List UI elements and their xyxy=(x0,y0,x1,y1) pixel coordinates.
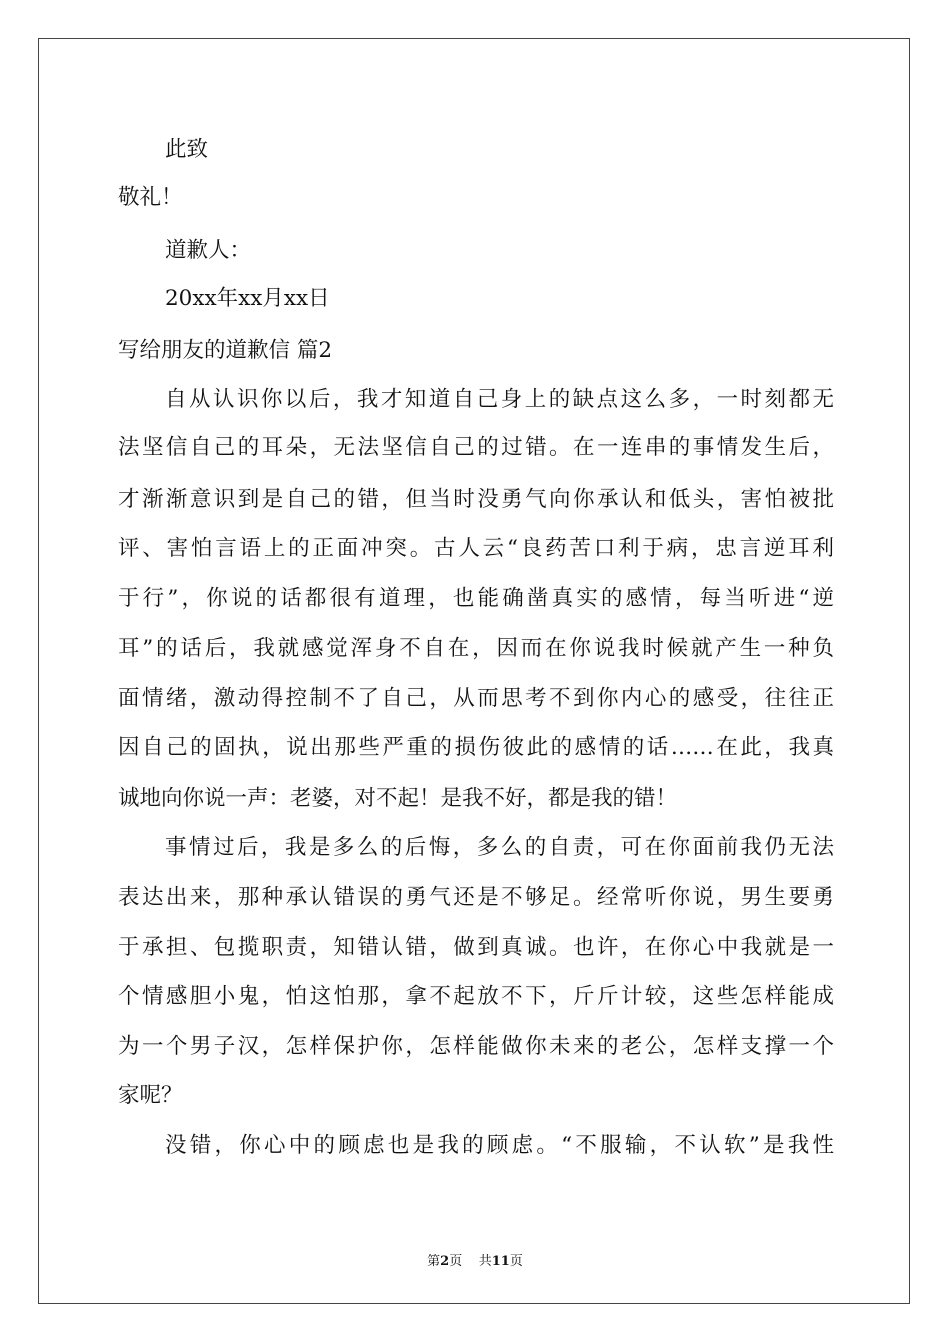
footer-mid: 页 共 xyxy=(449,1254,492,1269)
paragraph-line: 自从认识你以后，我才知道自己身上的缺点这么多，一时刻都无 xyxy=(165,387,834,412)
paragraph-line: 法坚信自己的耳朵，无法坚信自己的过错。在一连串的事情发生后， xyxy=(118,435,834,460)
paragraph-line: 家呢？ xyxy=(118,1083,183,1108)
footer-suffix: 页 xyxy=(509,1254,523,1269)
letter-date: 20xx年xx月xx日 xyxy=(165,286,330,311)
paragraph-line: 表达出来，那种承认错误的勇气还是不够足。经常听你说，男生要勇 xyxy=(118,885,834,910)
paragraph-line: 因自己的固执，说出那些严重的损伤彼此的感情的话……在此，我真 xyxy=(118,735,834,760)
paragraph-line: 于行”，你说的话都很有道理，也能确凿真实的感情，每当听进“逆 xyxy=(118,586,834,611)
closing-salutation: 此致 xyxy=(165,137,209,162)
paragraph-line: 耳”的话后，我就感觉浑身不自在，因而在你说我时候就产生一种负 xyxy=(118,636,834,661)
paragraph-line: 才渐渐意识到是自己的错，但当时没勇气向你承认和低头，害怕被批 xyxy=(118,487,834,512)
section-title: 写给朋友的道歉信 篇2 xyxy=(118,338,333,363)
signer-label: 道歉人： xyxy=(165,238,252,263)
closing-regards: 敬礼！ xyxy=(118,185,183,210)
paragraph-line: 面情绪，激动得控制不了自己，从而思考不到你内心的感受，往往正 xyxy=(118,686,834,711)
footer-prefix: 第 xyxy=(427,1254,441,1269)
paragraph-line: 事情过后，我是多么的后悔，多么的自责，可在你面前我仍无法 xyxy=(165,835,834,860)
paragraph-line: 评、害怕言语上的正面冲突。古人云“良药苦口利于病，忠言逆耳利 xyxy=(118,536,834,561)
footer-current-page: 2 xyxy=(440,1254,450,1269)
footer-total-pages: 11 xyxy=(491,1254,510,1269)
paragraph-line: 没错，你心中的顾虑也是我的顾虑。“不服输，不认软”是我性 xyxy=(165,1133,834,1158)
page-border xyxy=(38,38,910,1304)
paragraph-line: 为一个男子汉，怎样保护你，怎样能做你未来的老公，怎样支撑一个 xyxy=(118,1034,834,1059)
paragraph-line: 诚地向你说一声：老婆，对不起！是我不好，都是我的错！ xyxy=(118,786,678,811)
page-footer xyxy=(0,1250,950,1269)
paragraph-line: 于承担、包揽职责，知错认错，做到真诚。也许，在你心中我就是一 xyxy=(118,935,834,960)
paragraph-line: 个情感胆小鬼，怕这怕那，拿不起放不下，斤斤计较，这些怎样能成 xyxy=(118,984,834,1009)
